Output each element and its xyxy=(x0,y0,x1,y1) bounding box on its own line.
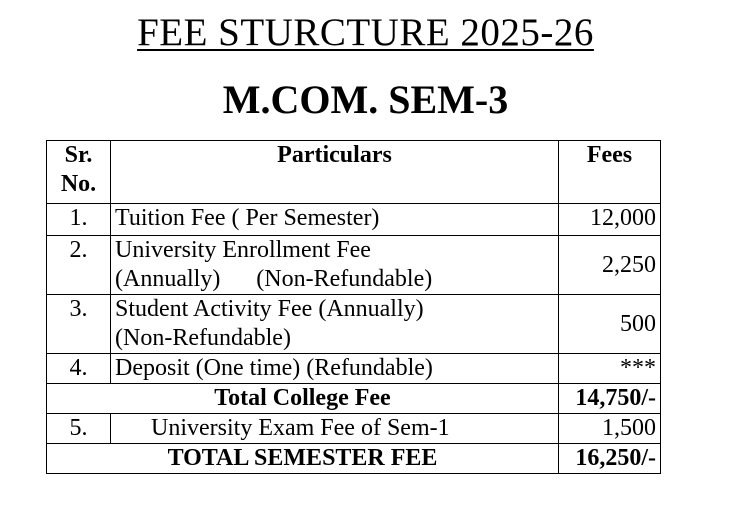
table-row xyxy=(47,236,661,295)
row-sr: 3. xyxy=(47,295,111,354)
row-particulars: University Exam Fee of Sem-1 xyxy=(111,414,559,444)
row-particulars-line2: (Non-Refundable) xyxy=(115,325,291,351)
table-row xyxy=(47,414,661,444)
row-particulars: Deposit (One time) (Refundable) xyxy=(111,354,559,384)
row-fee: 1,500 xyxy=(559,414,661,444)
row-fee: 2,250 xyxy=(559,236,661,295)
total-semester-fee: 16,250/- xyxy=(559,444,661,474)
table-row xyxy=(47,295,661,354)
row-particulars-line1: Student Activity Fee (Annually) xyxy=(115,296,424,322)
table-row xyxy=(47,354,661,384)
page-title: FEE STURCTURE 2025-26 xyxy=(137,11,594,54)
table-row xyxy=(47,204,661,236)
row-sr: 2. xyxy=(47,236,111,295)
page-subtitle: M.COM. SEM-3 xyxy=(222,77,509,122)
row-particulars-line1: University Enrollment Fee xyxy=(115,237,371,263)
row-sr: 5. xyxy=(47,414,111,444)
total-college-label: Total College Fee xyxy=(47,384,559,414)
row-particulars xyxy=(111,295,559,354)
table-header-row xyxy=(47,141,661,204)
header-particulars: Particulars xyxy=(111,141,559,204)
row-sr: 4. xyxy=(47,354,111,384)
total-college-row xyxy=(47,384,661,414)
row-particulars: Tuition Fee ( Per Semester) xyxy=(111,204,559,236)
row-fee: *** xyxy=(559,354,661,384)
header-sr-line1: Sr. xyxy=(64,142,93,168)
total-college-fee: 14,750/- xyxy=(559,384,661,414)
header-sr-line2: No. xyxy=(60,171,97,197)
row-fee: 12,000 xyxy=(559,204,661,236)
row-particulars xyxy=(111,236,559,295)
fee-table xyxy=(46,140,661,474)
row-particulars-line2: (Annually) (Non-Refundable) xyxy=(115,266,433,292)
header-fees: Fees xyxy=(559,141,661,204)
header-sr-no xyxy=(47,141,111,204)
row-sr: 1. xyxy=(47,204,111,236)
total-semester-row xyxy=(47,444,661,474)
total-semester-label: TOTAL SEMESTER FEE xyxy=(47,444,559,474)
row-fee: 500 xyxy=(559,295,661,354)
